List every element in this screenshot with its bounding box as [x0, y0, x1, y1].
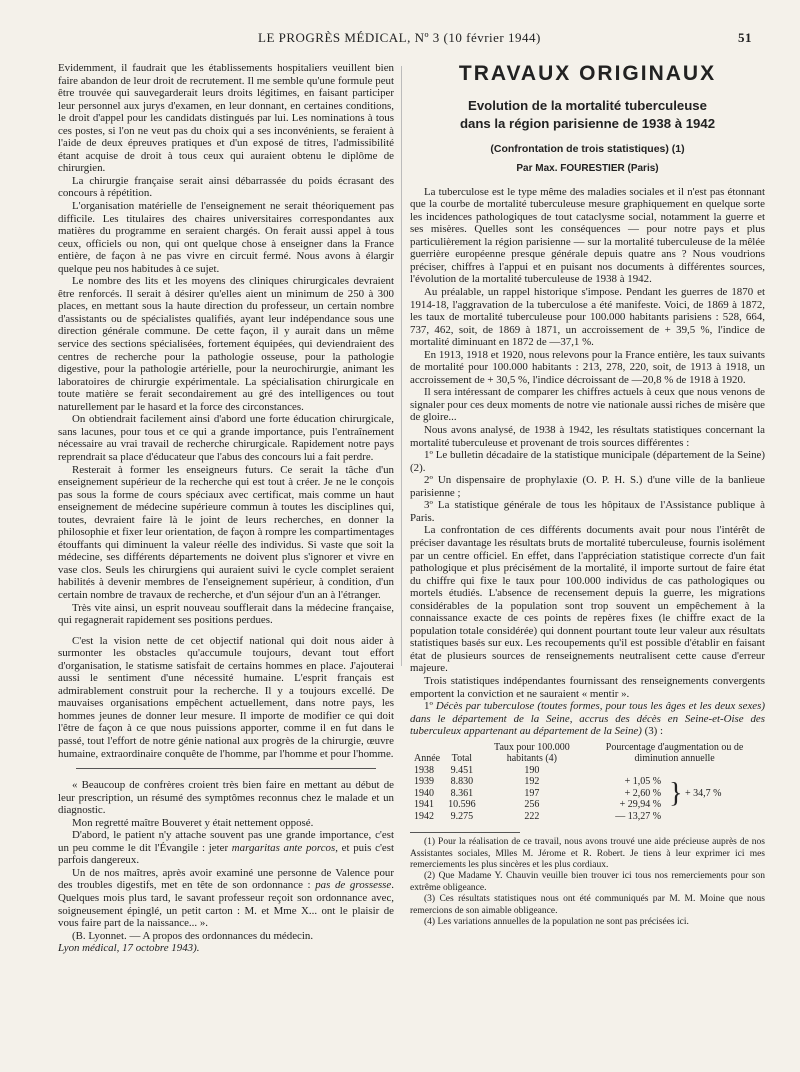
left-column: [58, 62, 394, 955]
col-header-total: Total: [451, 753, 473, 765]
cumulative-change: } + 34,7 %: [669, 777, 722, 809]
article-paragraph-6: 1º Le bulletin décadaire de la statistique municipale (département de la Seine) (2).: [410, 449, 765, 474]
section-banner: TRAVAUX ORIGINAUX: [458, 62, 717, 85]
quote-citation: [58, 930, 394, 955]
left-paragraph-4: Le nombre des lits et les moyens des cliniques chirurgicales devraient être renforcés. Il serait à désirer qu'elles aient un minimum de 250 à 300 places, en mettant sous la haute direction du professeur, un certain nombre d'assistants ou de spécialistes qualifiés, ayant leur indépendance sous une direction générale commune. De cette façon, il y aurait dans un même service des sections spécialisées, fortement équipées, qui deviendraient des centres de recherche pour la pathologie osseuse, pour la pathologie digestive, pour la pathologie artérielle, pour la neurochirurgie, animant les laboratoires de chirurgie expérimentale. La spécialisation chirurgicale en toute matière se ferait secondairement au gré des intelligences ou tout naturellement par le hasard et la force des circonstances.: [58, 275, 394, 413]
left-paragraph-8: C'est la vision nette de cet objectif national qui doit nous aider à surmonter les obstacles qu'accumule toujours, devant tout effort d'organisation, le statisme satisfait de certains hommes en place. J'ajouterai aussi le sentiment d'une nécessité humaine. L'esprit français est admirablement construit pour la recherche. Il y a toujours excellé. De mauvaises organisations empêchent actuellement, dans notre pays, les hommes jeunes de donner leur mesure. Il importe de modifier ce qui doit l'être de façon à ce que nous puissions apporter, comme il en fut dans le passé, tout l'effort de notre génie national aux progrès de la chirurgie, œuvre humaine, extraordinaire conquête de l'homme, par l'homme et pour l'homme.: [58, 634, 394, 760]
footnote-3: (3) Ces résultats statistiques nous ont été communiqués par M. M. Moine que nous remercions de son aimable obligeance.: [410, 894, 765, 916]
citation-author: (B. Lyonnet. — A propos des ordonnances du médecin.: [72, 929, 314, 942]
article-paragraph-7: 2º Un dispensaire de prophylaxie (O. P. H. S.) d'une ville de la banlieue parisienne ;: [410, 474, 765, 499]
page-number: 51: [738, 30, 752, 45]
quote-paragraph-1: « Beaucoup de confrères croient très bien faire en mettant au début de leur prescription, un résumé des symptômes reconnus chez le malade et un diagnostic.: [58, 779, 394, 817]
citation-source: Lyon médical, 17 octobre 1943).: [58, 942, 200, 955]
running-title: LE PROGRÈS MÉDICAL, Nº 3 (10 février 1944): [258, 30, 541, 45]
left-paragraph-1: Evidemment, il faudrait que les établissements hospitaliers veuillent bien faire abandon de leur droit de recrutement. Il me semble qu'une formule peut être trouvée qui sauvegarderait leurs droits légitimes, en faisant participer leur personnel aux jurys d'examen, en leur donnant, en certaines conditions, le droit d'appel pour les candidats distingués par lui. Les nominations à tous ces postes, si l'on ne veut pas du choix qui a ses inconvénients, se feraient à l'aide de deux épreuves pratiques et d'un exposé de titres, l'admissibilité étant acquise de droit à tous ceux qui auraient obtenu le diplôme de chirurgien.: [58, 62, 394, 175]
footnote-rule: [410, 832, 520, 833]
left-paragraph-3: L'organisation matérielle de l'enseignement ne serait théoriquement pas difficile. Les titulaires des chaires universitaires correspondantes aux matières du programme en seraient chargés. On ferait aussi appel à tous ceux, officiels ou non, qui ont quelque chose à enseigner dans la France entière, de façon à ne pas vivre en circuit fermé. Nous avons à élargir quelque peu nos habitudes à ce sujet.: [58, 200, 394, 275]
table-row: 1939 8.830 192 + 1,05 %: [414, 776, 662, 788]
article-paragraph-9: La confrontation de ces différents documents avait pour nous l'intérêt de préciser davantage les résultats bruts de mortalité tuberculeuse, fournis isolément par un centre officiel. En effet, dans l'appréciation statistique correcte d'un fait pathologique et plus précisément de la mortalité, il importe surtout de faire état du chiffre qui fixe le taux pour 100.000 individus de cas pathologiques ou mortels étudiés. L'absence de recensement depuis la guerre, les migrations considérables de la population sont trop souvent un empêchement à la connaissance exacte de ces points de repères fixes (le chiffre exact de la population totale considérée) qui donnent pourtant toute leur valeur aux résultats statistiques basés sur eux. Les recoupements qu'il est possible d'établir en faisant état de plusieurs sources de renseignements neutralisent cette cause d'erreur majeure.: [410, 524, 765, 675]
right-column: [410, 62, 766, 928]
quote-paragraph-3: D'abord, le patient n'y attache souvent pas une grande importance, c'est un peu comme le dit l'Évangile : jeter margaritas ante porcos, et puis c'est parfois dangereux.: [58, 829, 395, 867]
table-row: 1942 9.275 222 — 13,27 %: [414, 810, 662, 822]
article-subtitle: (Confrontation de trois statistiques) (1): [490, 142, 685, 155]
footnote-2: (2) Que Madame Y. Chauvin veuille bien trouver ici tous nos remerciements pour son extrême obligeance.: [410, 871, 765, 893]
col-header-rate: Taux pour 100.000 habitants (4): [494, 741, 570, 765]
left-paragraph-6: Resterait à former les enseigneurs futurs. Ce serait la tâche d'un enseignement supérieur de la recherche qui est tout à créer. Je ne le conçois pas sous la forme de cours spéciaux avec certificat, mais comme un haut enseignement de médecine supérieure commun à toutes les disciplines qui, toutes, devraient faire là le joint de leurs recherches, en donner la philosophie et fixer leur orientation, de façon à rompre les compartimentages étouffants qui diminuent la valeur réelle des individus. Si vaste que soit la médecine, ses différents départements ne doivent plus s'ignorer et vivre en vase clos. Seuls les chirurgiens qui auraient suivi le cycle complet seraient habilités à devenir membres de l'enseignement supérieur, à condition, d'un certain nombre de travaux de recherche, et d'un séjour d'un an à l'étranger.: [58, 463, 394, 601]
article-paragraph-10: Trois statistiques indépendantes fournissant des renseignements convergents emportent la conviction et ne sauraient « mentir ».: [410, 674, 765, 700]
col-header-change: Pourcentage d'augmentation ou de diminution annuelle: [605, 741, 744, 765]
table-row: 1940 8.361 197 + 2,60 %: [414, 787, 662, 799]
quote-paragraph-2: Mon regretté maître Bouveret y était nettement opposé.: [72, 816, 314, 829]
left-paragraph-5: On obtiendrait facilement ainsi d'abord une forte éducation chirurgicale, sans lacunes, pour tous et ce qui a grande importance, puis l'entraînement nécessaire au vrai travail de recherche chirurgicale. Rapidement notre pays reprendrait sa place d'éducateur que l'abus des concours lui a fait perdre.: [58, 413, 394, 463]
footnote-4: (4) Les variations annuelles de la population ne sont pas précisées ici.: [424, 917, 689, 928]
col-header-year: Année: [414, 753, 441, 765]
article-title: Evolution de la mortalité tuberculeuse dans la région parisienne de 1938 à 1942: [459, 97, 716, 131]
table-row: 1941 10.596 256 + 29,94 %: [414, 799, 662, 811]
left-paragraph-2: La chirurgie française serait ainsi débarrassée du poids écrasant des concours à répétition.: [58, 174, 394, 200]
section-divider: [76, 768, 376, 769]
quote-paragraph-4: Un de nos maîtres, après avoir examiné une personne de Valence pour des troubles digestifs, met en tête de son ordonnance : pas de grossesse. Quelques mois plus tard, le savant professeur reçoit son ordonnance avec, soigneusement épinglé, un petit carton : M. et Mme X... ont le plaisir de vous faire part de la naissance... ».: [58, 866, 394, 930]
article-paragraph-2: Au préalable, un rappel historique s'impose. Pendant les guerres de 1870 et 1914-18, l'aggravation de la tuberculose a été manifeste. Voici, de 1869 à 1872, les taux de mortalité tuberculeuse pour 100.000 habitants parisiens : 528, 664, 737, 462, soit, de 1869 à 1871, un accroissement de + 39,5 %, l'indice de mortalité diminuant en 1872 de —37,1 %.: [410, 286, 765, 349]
article-author: Par Max. FOURESTIER (Paris): [516, 163, 659, 175]
table-header-row: [410, 742, 765, 765]
article-paragraph-8: 3º La statistique générale de tous les hôpitaux de l'Assistance publique à Paris.: [410, 499, 765, 524]
column-rule: [401, 66, 402, 666]
mortality-table: [410, 742, 765, 823]
table-row: 1938 9.451 190 } + 34,7 %: [410, 765, 765, 777]
section-1-heading: 1º Décès par tuberculose (toutes formes, pour tous les âges et les deux sexes) dans le département de la Seine, accrus des décès en Seine-et-Oise des tuberculeux appartenant au département de la Seine) (3) :: [410, 700, 766, 738]
article-paragraph-5: Nous avons analysé, de 1938 à 1942, les résultats statistiques concernant la mortalité tuberculeuse et provenant de trois sources différentes :: [410, 424, 765, 449]
article-paragraph-1: La tuberculose est le type même des maladies sociales et il n'est pas étonnant que la courbe de mortalité tuberculeuse mesure graphiquement en quelque sorte les incidences pathologiques de tout cataclysme social, notamment la guerre et ses misères. Quelles sont les conséquences — pour notre pays et plus particulièrement la région parisienne — sur la mortalité tuberculeuse de la mêlée guerrière européenne presque générale depuis quatre ans ? Nous voudrions préciser, chiffres à l'appui et en puisant nos documents à différentes sources, l'évolution de la mortalité tuberculeuse de 1938 à 1942.: [410, 185, 765, 286]
footnote-1: (1) Pour la réalisation de ce travail, nous avons trouvé une aide précieuse auprès de nos Assistantes sociales, Mlles M. Jérome et R. Robert. Je tiens à leur exprimer ici mes remerciements les plus sincères et les plus cordiaux.: [410, 837, 765, 871]
article-paragraph-3: En 1913, 1918 et 1920, nous relevons pour la France entière, les taux suivants de mortalité pour 100.000 habitants : 213, 278, 220, soit, de 1913 à 1918, un accroissement de + 30,5 %, l'indice décroissant de —20,8 % de 1918 à 1920.: [410, 348, 765, 386]
article-paragraph-4: Il sera intéressant de comparer les chiffres actuels à ceux que nous venons de signaler pour ces deux moments de notre vie nationale aussi riches de misère que de gloire...: [410, 386, 765, 424]
left-paragraph-7: Très vite ainsi, un esprit nouveau soufflerait dans la médecine française, qui regagnerait rapidement ses positions perdues.: [58, 601, 394, 627]
page-header: [58, 30, 752, 52]
